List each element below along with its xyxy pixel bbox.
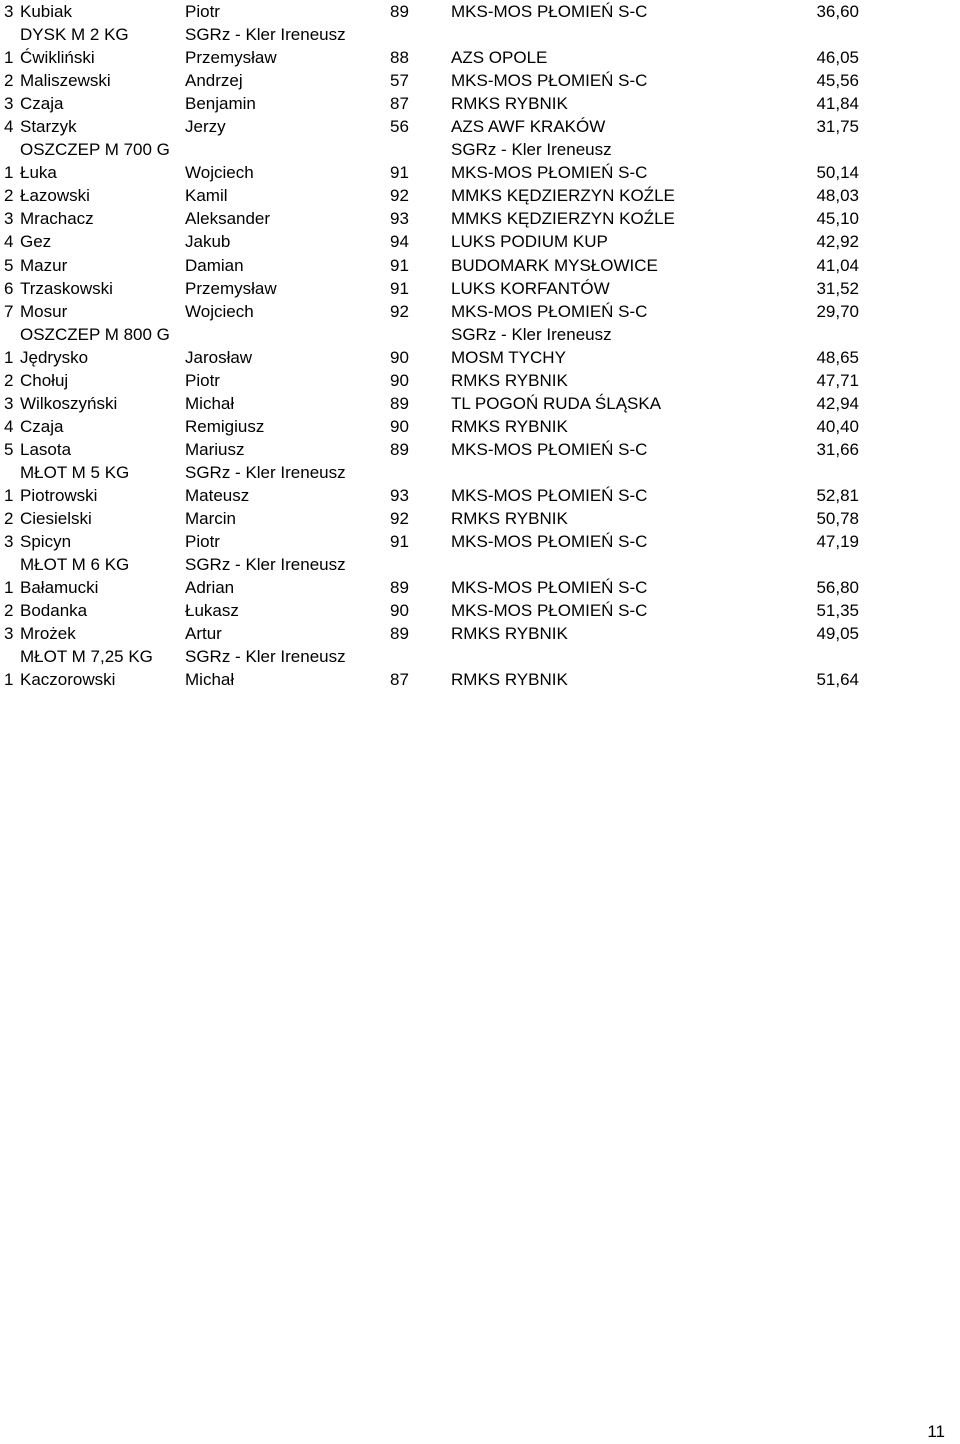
club-cell: MOSM TYCHY — [451, 347, 566, 367]
result-cell: 49,05 — [816, 624, 859, 644]
event-title: DYSK M 2 KG — [20, 25, 129, 45]
place-cell: 3 — [4, 2, 14, 21]
place-cell: 5 — [4, 439, 14, 459]
result-row — [0, 254, 960, 277]
result-row — [0, 161, 960, 184]
event-header-row — [0, 323, 960, 346]
place-cell: 5 — [4, 255, 14, 275]
surname-cell: Ćwikliński — [20, 48, 95, 68]
birth-year-cell: 90 — [390, 601, 409, 621]
surname-cell: Mosur — [20, 301, 68, 321]
birth-year-cell: 93 — [390, 485, 409, 505]
place-cell: 6 — [4, 278, 14, 298]
event-header-row — [0, 461, 960, 484]
surname-cell: Piotrowski — [20, 485, 98, 505]
result-row — [0, 300, 960, 323]
club-cell: RMKS RYBNIK — [451, 416, 568, 436]
birth-year-cell: 92 — [390, 509, 409, 529]
result-cell: 51,35 — [816, 601, 859, 621]
result-row — [0, 438, 960, 461]
event-header-row — [0, 138, 960, 161]
club-cell: LUKS KORFANTÓW — [451, 278, 610, 298]
club-cell: MMKS KĘDZIERZYN KOŹLE — [451, 209, 675, 229]
birth-year-cell: 91 — [390, 163, 409, 183]
birth-year-cell: 56 — [390, 117, 409, 137]
birth-year-cell: 87 — [390, 94, 409, 114]
result-row — [0, 415, 960, 438]
result-row — [0, 92, 960, 115]
club-cell: AZS AWF KRAKÓW — [451, 117, 606, 137]
result-row — [0, 46, 960, 69]
club-cell: MKS-MOS PŁOMIEŃ S-C — [451, 439, 648, 459]
birth-year-cell: 89 — [390, 624, 409, 644]
birth-year-cell: 92 — [390, 301, 409, 321]
event-coach: SGRz - Kler Ireneusz — [185, 462, 346, 482]
event-title: MŁOT M 6 KG — [20, 555, 130, 575]
result-row — [0, 668, 960, 691]
event-title: MŁOT M 7,25 KG — [20, 647, 153, 667]
event-header-row — [0, 553, 960, 576]
birth-year-cell: 90 — [390, 416, 409, 436]
result-row — [0, 484, 960, 507]
club-cell: MKS-MOS PŁOMIEŃ S-C — [451, 301, 648, 321]
first-name-cell: Adrian — [185, 578, 235, 598]
result-row — [0, 369, 960, 392]
result-cell: 50,78 — [816, 509, 859, 529]
place-cell: 3 — [4, 393, 14, 413]
place-cell: 1 — [4, 163, 14, 183]
first-name-cell: Łukasz — [185, 601, 239, 621]
surname-cell: Kubiak — [20, 2, 72, 21]
surname-cell: Jędrysko — [20, 347, 89, 367]
birth-year-cell: 89 — [390, 439, 409, 459]
event-title: OSZCZEP M 800 G — [20, 324, 170, 344]
result-cell: 45,10 — [816, 209, 859, 229]
birth-year-cell: 90 — [390, 370, 409, 390]
birth-year-cell: 90 — [390, 347, 409, 367]
result-cell: 41,84 — [816, 94, 859, 114]
result-cell: 47,19 — [816, 532, 859, 552]
results-table — [0, 0, 960, 691]
event-coach: SGRz - Kler Ireneusz — [451, 324, 612, 344]
club-cell: BUDOMARK MYSŁOWICE — [451, 255, 658, 275]
result-cell: 48,65 — [816, 347, 859, 367]
birth-year-cell: 89 — [390, 578, 409, 598]
result-row — [0, 0, 960, 23]
event-coach: SGRz - Kler Ireneusz — [185, 555, 346, 575]
club-cell: RMKS RYBNIK — [451, 670, 568, 690]
surname-cell: Mrożek — [20, 624, 76, 644]
club-cell: RMKS RYBNIK — [451, 624, 568, 644]
surname-cell: Starzyk — [20, 117, 77, 137]
club-cell: MKS-MOS PŁOMIEŃ S-C — [451, 532, 648, 552]
result-row — [0, 392, 960, 415]
result-row — [0, 507, 960, 530]
first-name-cell: Piotr — [185, 532, 220, 552]
place-cell: 3 — [4, 532, 14, 552]
club-cell: LUKS PODIUM KUP — [451, 232, 608, 252]
first-name-cell: Mateusz — [185, 485, 250, 505]
birth-year-cell: 88 — [390, 48, 409, 68]
event-header-row — [0, 23, 960, 46]
first-name-cell: Piotr — [185, 2, 220, 21]
birth-year-cell: 89 — [390, 393, 409, 413]
first-name-cell: Jerzy — [185, 117, 226, 137]
result-cell: 45,56 — [816, 71, 859, 91]
place-cell: 1 — [4, 485, 14, 505]
first-name-cell: Wojciech — [185, 301, 254, 321]
result-cell: 29,70 — [816, 301, 859, 321]
first-name-cell: Marcin — [185, 509, 237, 529]
first-name-cell: Aleksander — [185, 209, 271, 229]
birth-year-cell: 89 — [390, 2, 409, 21]
place-cell: 4 — [4, 117, 14, 137]
result-row — [0, 207, 960, 230]
birth-year-cell: 91 — [390, 532, 409, 552]
result-cell: 31,52 — [816, 278, 859, 298]
birth-year-cell: 93 — [390, 209, 409, 229]
result-row — [0, 346, 960, 369]
surname-cell: Chołuj — [20, 370, 69, 390]
result-cell: 48,03 — [816, 186, 859, 206]
surname-cell: Bodanka — [20, 601, 88, 621]
place-cell: 1 — [4, 347, 14, 367]
first-name-cell: Benjamin — [185, 94, 256, 114]
place-cell: 3 — [4, 209, 14, 229]
club-cell: MKS-MOS PŁOMIEŃ S-C — [451, 601, 648, 621]
first-name-cell: Jarosław — [185, 347, 253, 367]
club-cell: MKS-MOS PŁOMIEŃ S-C — [451, 163, 648, 183]
birth-year-cell: 94 — [390, 232, 409, 252]
surname-cell: Łuka — [20, 163, 57, 183]
club-cell: MKS-MOS PŁOMIEŃ S-C — [451, 578, 648, 598]
birth-year-cell: 92 — [390, 186, 409, 206]
result-row — [0, 230, 960, 253]
first-name-cell: Mariusz — [185, 439, 245, 459]
surname-cell: Czaja — [20, 94, 64, 114]
first-name-cell: Wojciech — [185, 163, 254, 183]
place-cell: 7 — [4, 301, 14, 321]
place-cell: 2 — [4, 509, 14, 529]
result-cell: 36,60 — [816, 2, 859, 21]
surname-cell: Maliszewski — [20, 71, 111, 91]
place-cell: 2 — [4, 601, 14, 621]
surname-cell: Wilkoszyński — [20, 393, 118, 413]
place-cell: 3 — [4, 624, 14, 644]
surname-cell: Ciesielski — [20, 509, 92, 529]
first-name-cell: Remigiusz — [185, 416, 265, 436]
club-cell: RMKS RYBNIK — [451, 94, 568, 114]
result-cell: 31,66 — [816, 439, 859, 459]
event-coach: SGRz - Kler Ireneusz — [185, 647, 346, 667]
surname-cell: Bałamucki — [20, 578, 99, 598]
result-cell: 40,40 — [816, 416, 859, 436]
surname-cell: Mrachacz — [20, 209, 94, 229]
result-cell: 42,94 — [816, 393, 859, 413]
place-cell: 2 — [4, 370, 14, 390]
result-row — [0, 599, 960, 622]
place-cell: 1 — [4, 578, 14, 598]
place-cell: 2 — [4, 71, 14, 91]
surname-cell: Trzaskowski — [20, 278, 113, 298]
place-cell: 2 — [4, 186, 14, 206]
surname-cell: Czaja — [20, 416, 64, 436]
event-coach: SGRz - Kler Ireneusz — [185, 25, 346, 45]
surname-cell: Kaczorowski — [20, 670, 116, 690]
club-cell: MKS-MOS PŁOMIEŃ S-C — [451, 71, 648, 91]
result-cell: 51,64 — [816, 670, 859, 690]
event-coach: SGRz - Kler Ireneusz — [451, 140, 612, 160]
first-name-cell: Przemysław — [185, 278, 277, 298]
place-cell: 1 — [4, 670, 14, 690]
result-cell: 42,92 — [816, 232, 859, 252]
page-number: 11 — [927, 1422, 945, 1441]
event-header-row — [0, 645, 960, 668]
result-row — [0, 115, 960, 138]
birth-year-cell: 91 — [390, 255, 409, 275]
club-cell: RMKS RYBNIK — [451, 509, 568, 529]
birth-year-cell: 87 — [390, 670, 409, 690]
surname-cell: Lasota — [20, 439, 72, 459]
club-cell: AZS OPOLE — [451, 48, 548, 68]
first-name-cell: Michał — [185, 393, 235, 413]
result-cell: 50,14 — [816, 163, 859, 183]
club-cell: MMKS KĘDZIERZYN KOŹLE — [451, 186, 675, 206]
result-cell: 31,75 — [816, 117, 859, 137]
first-name-cell: Kamil — [185, 186, 228, 206]
result-row — [0, 69, 960, 92]
club-cell: MKS-MOS PŁOMIEŃ S-C — [451, 485, 648, 505]
birth-year-cell: 91 — [390, 278, 409, 298]
result-cell: 56,80 — [816, 578, 859, 598]
surname-cell: Mazur — [20, 255, 68, 275]
place-cell: 4 — [4, 232, 14, 252]
club-cell: MKS-MOS PŁOMIEŃ S-C — [451, 2, 648, 21]
event-title: OSZCZEP M 700 G — [20, 140, 170, 160]
first-name-cell: Piotr — [185, 370, 220, 390]
first-name-cell: Artur — [185, 624, 222, 644]
place-cell: 3 — [4, 94, 14, 114]
result-cell: 46,05 — [816, 48, 859, 68]
first-name-cell: Michał — [185, 670, 235, 690]
first-name-cell: Damian — [185, 255, 244, 275]
club-cell: RMKS RYBNIK — [451, 370, 568, 390]
first-name-cell: Jakub — [185, 232, 231, 252]
result-cell: 41,04 — [816, 255, 859, 275]
result-row — [0, 184, 960, 207]
surname-cell: Gez — [20, 232, 52, 252]
result-cell: 47,71 — [816, 370, 859, 390]
first-name-cell: Przemysław — [185, 48, 277, 68]
first-name-cell: Andrzej — [185, 71, 243, 91]
event-title: MŁOT M 5 KG — [20, 462, 130, 482]
place-cell: 4 — [4, 416, 14, 436]
result-row — [0, 530, 960, 553]
place-cell: 1 — [4, 48, 14, 68]
result-row — [0, 622, 960, 645]
surname-cell: Łazowski — [20, 186, 90, 206]
result-row — [0, 576, 960, 599]
result-row — [0, 277, 960, 300]
birth-year-cell: 57 — [390, 71, 409, 91]
result-cell: 52,81 — [816, 485, 859, 505]
club-cell: TL POGOŃ RUDA ŚLĄSKA — [451, 393, 662, 413]
surname-cell: Spicyn — [20, 532, 72, 552]
